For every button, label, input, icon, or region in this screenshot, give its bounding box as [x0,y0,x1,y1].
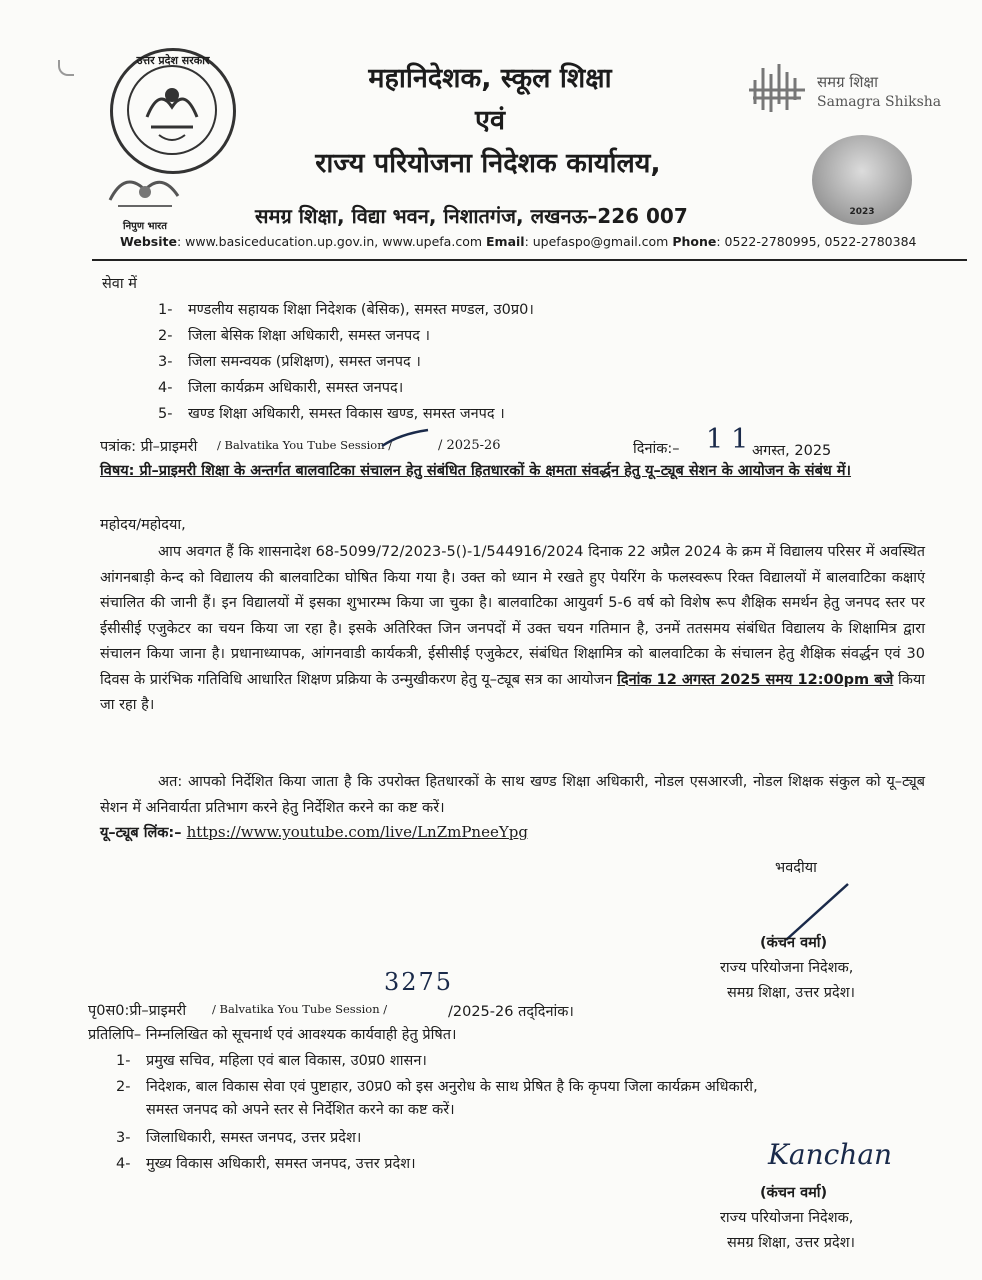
date-label: दिनांक:– [633,441,680,457]
badge-year: 2023 [849,207,875,217]
samagra-shiksha-logo [745,60,960,120]
copy-list [116,1050,758,1179]
website-label: Website [120,234,177,249]
date-day-handwritten: 11 [706,424,757,455]
designation-2: राज्य परियोजना निदेशक, [720,1210,854,1226]
link-label: यू–ट्यूब लिंक:– [100,825,182,841]
office-address: समग्र शिक्षा, विद्या भवन, निशातगंज, लखनऊ–226 007 [255,204,688,228]
header-divider [92,259,967,261]
seal-emblem [127,65,217,155]
copy-heading: प्रतिलिपि– निम्नलिखित को सूचनार्थ एवं आवश्यक कार्यवाही हेतु प्रेषित। [88,1027,457,1043]
nipun-bharat-logo [100,170,190,232]
para1-text: आप अवगत हैं कि शासनादेश 68-5099/72/2023-5()-1/544916/2024 दिनाक 22 अप्रैल 2024 के क्रम में विद्यालय परिसर में अवस्थित आंगनबाड़ी केन्द को विद्यालय की बालवाटिका घोषित किया गया है। उक्त को ध्यान मे रखते हुए पेयरिंग के फलस्वरूप रिक्त विद्यालयों में बालवाटिका कक्षाएं संचालित की जानी हैं। इन विद्यालयों में इसका शुभारम्भ किया जा चुका है। बालवाटिका आयुवर्ग 5-6 वर्ष को विशेष रूप शैक्षिक समर्थन हेतु जनपद स्तर पर ईसीसीई एजुकेटर का चयन किया जा रहा है। इसके अतिरिक्त जिन जनपदों में उक्त चयन गतिमान है, उनमें ततसमय संबंधित विद्यालय के शिक्षामित्र द्वारा संचालन किया जाना है। प्रधानाध्यापक, आंगनवाडी कार्यकत्री, ईसीसीई एजुकेटर, संबंधित शिक्षामित्र को बालवाटिका के संचालन हेतु शैक्षिक संवर्द्धन एवं 30 दिवस के प्रारंभिक गतिविधि आधारित शिक्षण प्रक्रिया के उन्मुखीकरण हेतु यू–ट्यूब सत्र का आयोजन [100,544,925,688]
endorsement-year: /2025-26 तद्‌दिनांक। [448,1004,574,1020]
list-item: 4- मुख्य विकास अधिकारी, समस्त जनपद, उत्तर प्रदेश। [116,1156,416,1172]
title-line-2: एवं [475,105,505,136]
recipients-list [158,299,534,429]
phone-label: Phone [672,234,717,249]
up-government-seal [110,48,236,174]
list-item: 1- प्रमुख सचिव, महिला एवं बाल विकास, उ0प्र0 शासन। [116,1053,427,1069]
list-item: 3- जिला समन्वयक (प्रशिक्षण), समस्त जनपद । [158,354,421,370]
org-2: समग्र शिक्षा, उत्तर प्रदेश। [727,1235,856,1251]
samagra-shiksha-icon [745,60,813,116]
list-item: 5- खण्ड शिक्षा अधिकारी, समस्त विकास खण्ड, समस्त जनपद । [158,406,505,422]
title-line-1: महानिदेशक, स्कूल शिक्षा [368,63,612,94]
list-item-continuation: समस्त जनपद को अपने स्तर से निर्देशित करने का कष्ट करें। [146,1102,455,1118]
endorsement-ref-label: पृ0स0:प्री–प्राइमरी [88,1003,187,1019]
designation-1: राज्य परियोजना निदेशक, [720,960,854,976]
body-paragraph-1 [100,540,925,719]
list-item: 1- मण्डलीय सहायक शिक्षा निदेशक (बेसिक), समस्त मण्डल, उ0प्र0। [158,302,534,318]
recipients-heading: सेवा में [102,276,137,292]
email-value: : upefaspo@gmail.com [524,234,669,249]
emblem-icon [129,67,215,153]
seal-text: उत्तर प्रदेश सरकार [136,54,210,67]
samagra-english: Samagra Shiksha [817,94,942,110]
date-rest: अगस्त, 2025 [752,443,832,459]
phone-value: : 0522-2780995, 0522-2780384 [716,234,917,249]
list-item: 3- जिलाधिकारी, समस्त जनपद, उत्तर प्रदेश। [116,1130,362,1146]
email-label: Email [486,234,525,249]
nipun-bharat-icon [100,170,190,214]
list-item: 2- निदेशक, बाल विकास सेवा एवं पुष्टाहार, उ0प्र0 को इस अनुरोध के साथ प्रेषित है कि कृपया जिला कार्यक्रम अधिकारी, [116,1079,758,1095]
youtube-link[interactable]: https://www.youtube.com/live/LnZmPneeYpg [186,823,528,841]
title-line-3: राज्य परियोजना निदेशक कार्यालय, [315,148,661,179]
nipun-caption: निपुण भारत [123,221,167,232]
youtube-link-line [100,822,528,842]
endorsement-session: / Balvatika You Tube Session / [212,1002,388,1016]
para1-tail: किया जा रहा है। [100,671,926,713]
corner-mark [58,60,74,76]
body-paragraph-2: अत: आपको निर्देशित किया जाता है कि उपरोक्त हितधारकों के साथ खण्ड शिक्षा अधिकारी, नोडल एसआरजी, नोडल शिक्षक संकुल को यू–ट्यूब सेशन में अनिवार्यता प्रतिभाग करने हेतु निर्देशित करने का कष्ट करें। [100,774,925,816]
handwritten-dispatch-mark [378,426,438,450]
event-badge [812,135,912,225]
list-item: 2- जिला बेसिक शिक्षा अधिकारी, समस्त जनपद । [158,328,431,344]
bhavdiya: भवदीया [775,860,817,876]
website-value: : www.basiceducation.up.gov.in, www.upefa.com [176,234,483,249]
list-item: 4- जिला कार्यक्रम अधिकारी, समस्त जनपद। [158,380,404,396]
subject: विषय: प्री–प्राइमरी शिक्षा के अन्तर्गत बालवाटिका संचालन हेतु संबंधित हितधारकों के क्षमता संवर्द्धन हेतु यू–ट्यूब सेशन के आयोजन के संबंध में। [100,463,852,479]
reference-year: / 2025-26 [438,438,501,453]
handwritten-signature: Kanchan [768,1138,893,1171]
endorsement-number-handwritten: 3275 [384,968,454,996]
session-datetime: दिनांक 12 अगस्त 2025 समय 12:00pm बजे [617,671,894,688]
signer-name-1: (कंचन वर्मा) [760,935,828,951]
session-label: / Balvatika You Tube Session / [217,438,393,452]
org-1: समग्र शिक्षा, उत्तर प्रदेश। [727,985,856,1001]
signer-name-2: (कंचन वर्मा) [760,1185,828,1201]
contact-line [120,234,917,249]
salutation: महोदय/महोदया, [100,517,186,533]
samagra-hindi: समग्र शिक्षा [817,73,879,91]
patrank-label: पत्रांक: प्री–प्राइमरी [100,439,198,455]
